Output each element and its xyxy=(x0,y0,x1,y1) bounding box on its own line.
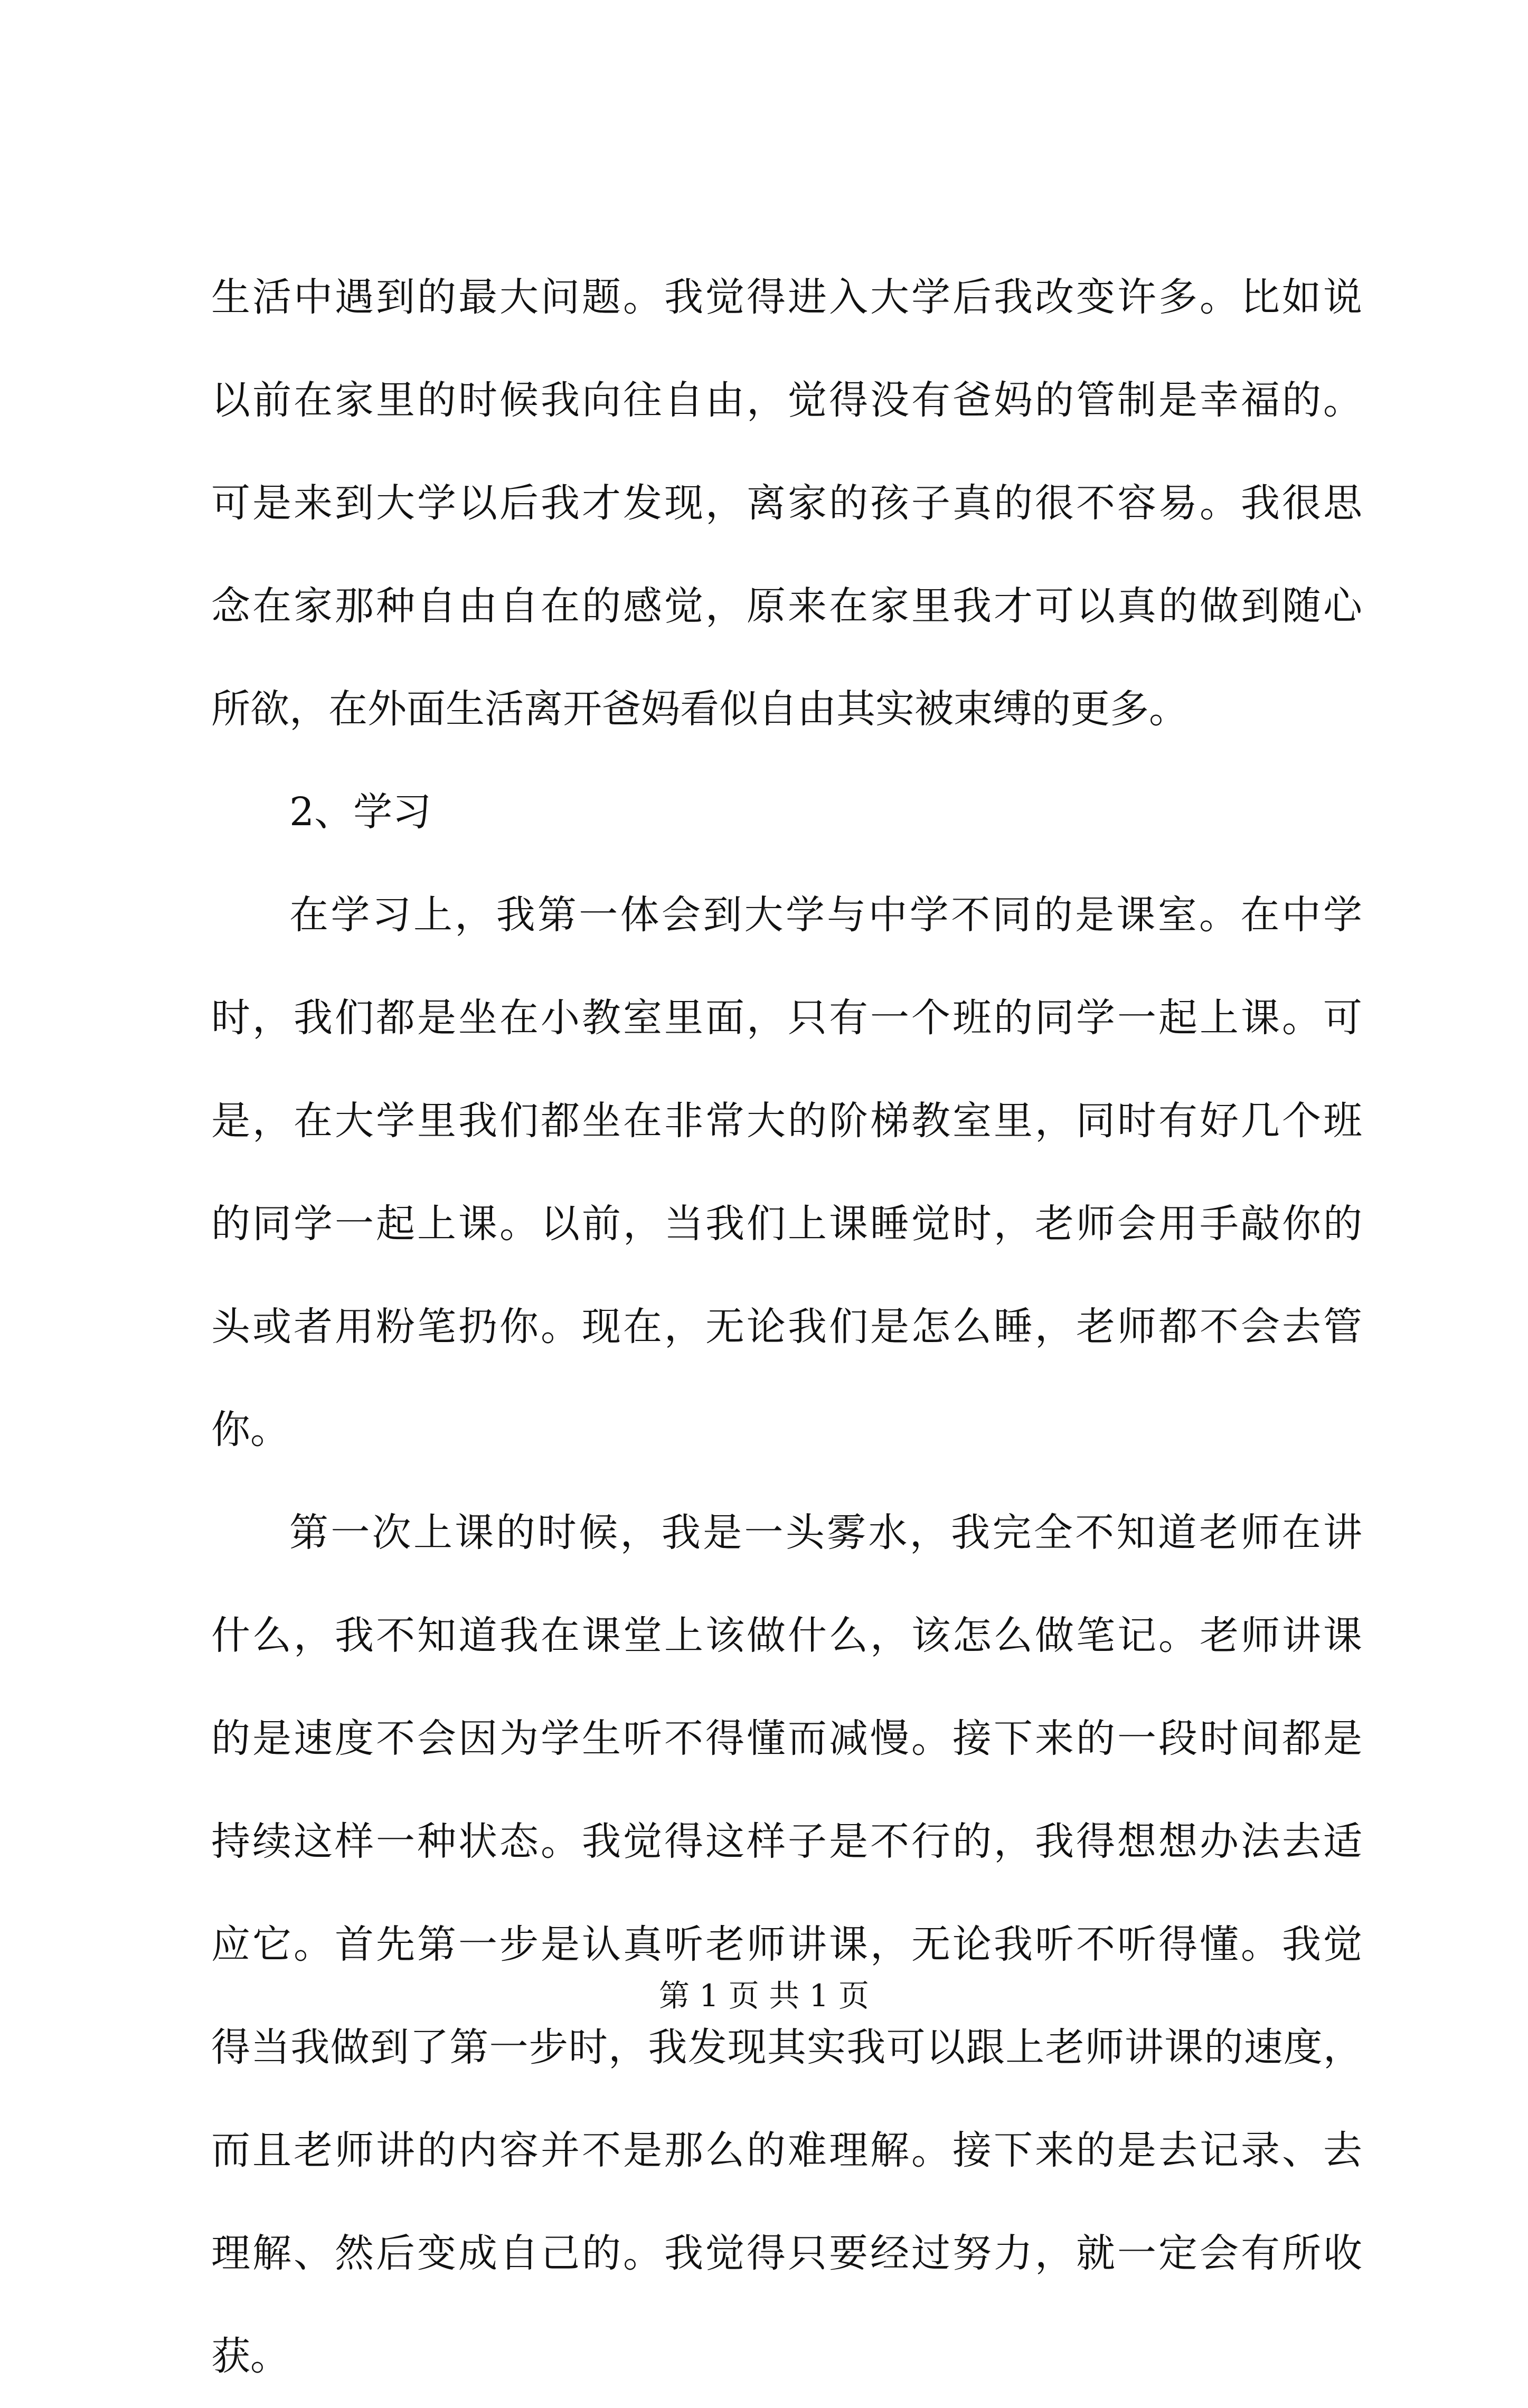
text-line: 是，在大学里我们都坐在非常大的阶梯教室里，同时有好几个班 xyxy=(211,1098,1362,1144)
text-line: 所欲，在外面生活离开爸妈看似自由其实被束缚的更多。 xyxy=(211,686,1188,732)
text-line: 的是速度不会因为学生听不得懂而减慢。接下来的一段时间都是 xyxy=(211,1716,1362,1761)
text-line: 可是来到大学以后我才发现，离家的孩子真的很不容易。我很思 xyxy=(211,480,1362,526)
body-text xyxy=(211,246,1362,2408)
text-line: 在学习上，我第一体会到大学与中学不同的是课室。在中学 xyxy=(289,892,1362,938)
text-line: 什么，我不知道我在课堂上该做什么，该怎么做笔记。老师讲课 xyxy=(211,1613,1362,1658)
text-line: 头或者用粉笔扔你。现在，无论我们是怎么睡，老师都不会去管 xyxy=(211,1304,1362,1349)
text-line: 得当我做到了第一步时，我发现其实我可以跟上老师讲课的速度， xyxy=(211,2025,1362,2070)
text-line: 你。 xyxy=(211,1407,289,1452)
page-footer: 第 1 页 共 1 页 xyxy=(659,1978,869,2014)
text-line: 持续这样一种状态。我觉得这样子是不行的，我得想想办法去适 xyxy=(211,1819,1362,1864)
text-line: 应它。首先第一步是认真听老师讲课，无论我听不听得懂。我觉 xyxy=(211,1922,1362,1967)
text-line: 念在家那种自由自在的感觉，原来在家里我才可以真的做到随心 xyxy=(211,583,1362,629)
text-line: 获。 xyxy=(211,2334,289,2379)
text-line: 而且老师讲的内容并不是那么的难理解。接下来的是去记录、去 xyxy=(211,2128,1362,2173)
text-line: 以前在家里的时候我向往自由，觉得没有爸妈的管制是幸福的。 xyxy=(211,377,1362,423)
section-heading: 2、学习 xyxy=(289,789,432,835)
text-line: 理解、然后变成自己的。我觉得只要经过努力，就一定会有所收 xyxy=(211,2231,1362,2276)
text-line: 时，我们都是坐在小教室里面，只有一个班的同学一起上课。可 xyxy=(211,995,1362,1041)
text-line: 第一次上课的时候，我是一头雾水，我完全不知道老师在讲 xyxy=(289,1510,1362,1555)
text-line: 生活中遇到的最大问题。我觉得进入大学后我改变许多。比如说 xyxy=(211,275,1362,320)
text-line: 的同学一起上课。以前，当我们上课睡觉时，老师会用手敲你的 xyxy=(211,1201,1362,1247)
